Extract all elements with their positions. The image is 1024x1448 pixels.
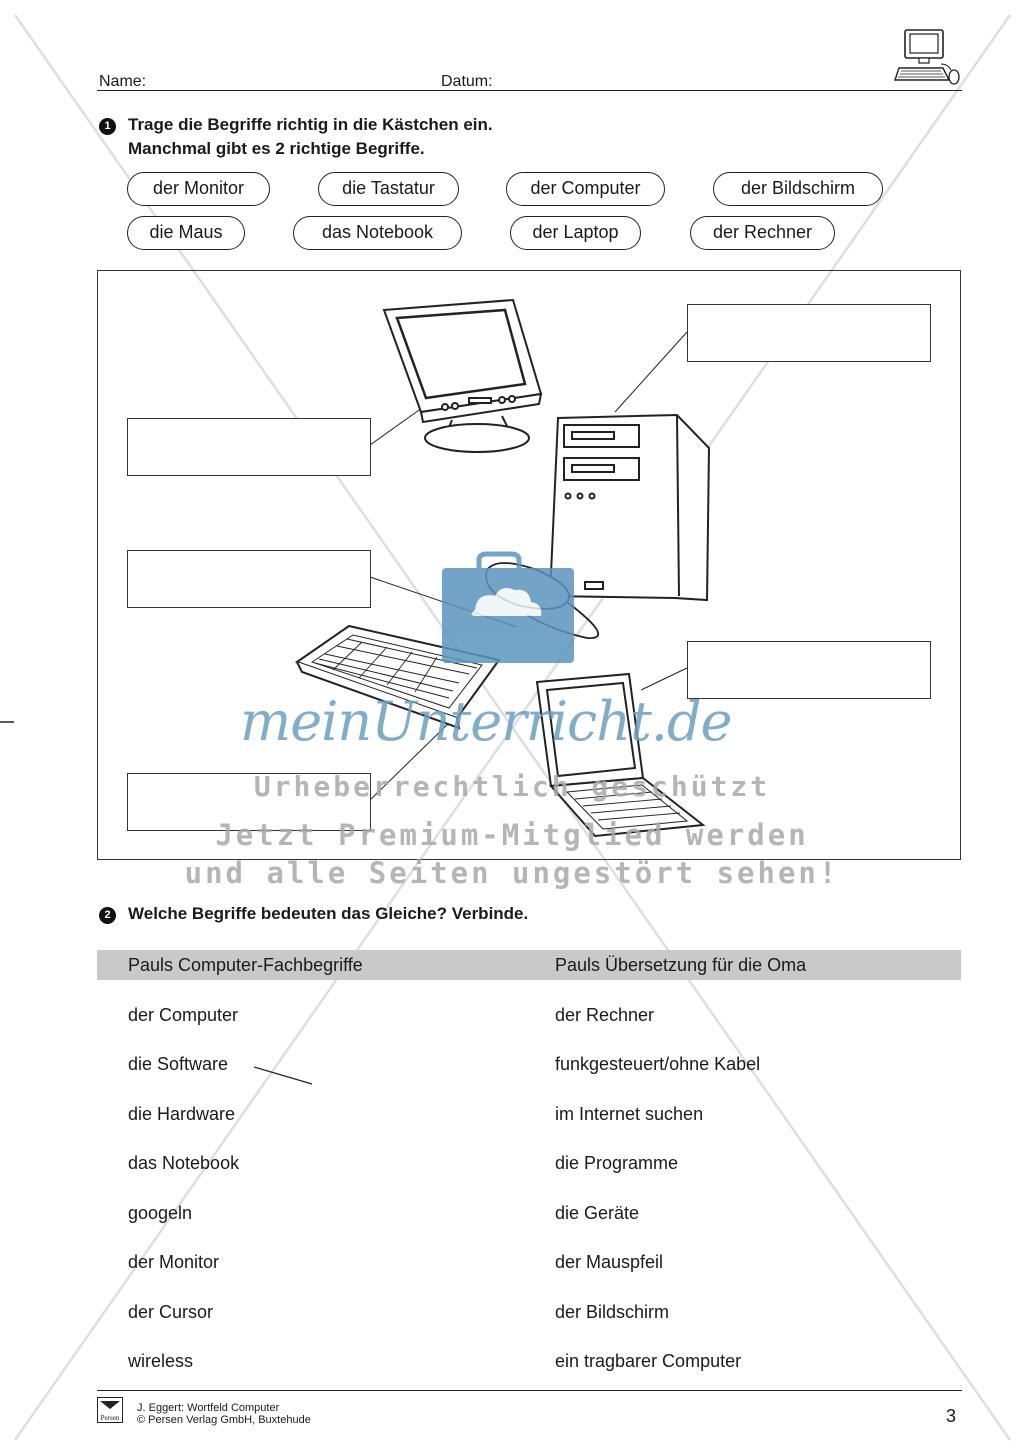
header-rule xyxy=(97,90,962,91)
publisher-logo: Persen xyxy=(97,1397,123,1423)
answer-box-monitor[interactable] xyxy=(127,418,371,476)
monitor-icon xyxy=(384,300,541,452)
term-right: der Rechner xyxy=(555,1005,655,1025)
column-header-right: Pauls Übersetzung für die Oma xyxy=(555,955,807,975)
table-header xyxy=(97,950,961,980)
term-right: funkgesteuert/ohne Kabel xyxy=(555,1054,761,1074)
term-left: die Hardware xyxy=(128,1104,236,1124)
task1-number: 1 xyxy=(99,118,116,135)
term-left: der Monitor xyxy=(128,1252,220,1272)
term-pill: der Bildschirm xyxy=(713,172,883,206)
term-right: ein tragbarer Computer xyxy=(555,1351,742,1371)
term-right: die Geräte xyxy=(555,1203,640,1223)
task2-number: 2 xyxy=(99,907,116,924)
page-number: 3 xyxy=(946,1406,957,1426)
term-left: die Software xyxy=(128,1054,229,1074)
watermark-brand: meinUnterricht.de xyxy=(240,690,732,753)
term-left: der Cursor xyxy=(128,1302,214,1322)
term-pill: die Maus xyxy=(127,216,245,250)
footer-author: J. Eggert: Wortfeld Computer xyxy=(137,1402,280,1414)
term-pill: der Laptop xyxy=(510,216,641,250)
footer-copyright: © Persen Verlag GmbH, Buxtehude xyxy=(137,1414,311,1426)
term-pill: der Computer xyxy=(506,172,665,206)
term-right: die Programme xyxy=(555,1153,679,1173)
watermark-line3: und alle Seiten ungestört sehen! xyxy=(184,856,840,890)
answer-box-mouse[interactable] xyxy=(127,550,371,608)
term-right: der Mauspfeil xyxy=(555,1252,664,1272)
term-pill: der Rechner xyxy=(690,216,835,250)
footer-rule xyxy=(97,1390,962,1391)
watermark-line1: Urheberrechtlich geschützt xyxy=(253,770,771,803)
term-right: der Bildschirm xyxy=(555,1302,670,1322)
column-header-left: Pauls Computer-Fachbegriffe xyxy=(128,955,363,975)
term-pill: die Tastatur xyxy=(318,172,459,206)
watermark-line2: Jetzt Premium-Mitglied werden xyxy=(215,818,809,852)
computer-icon xyxy=(893,28,963,88)
term-left: das Notebook xyxy=(128,1153,240,1173)
name-label: Name: xyxy=(99,73,147,90)
task2-heading: 2 Welche Begriffe bedeuten das Gleiche? Verbinde. xyxy=(99,902,528,926)
briefcase-watermark-icon xyxy=(442,554,574,663)
term-left: wireless xyxy=(128,1351,194,1371)
term-right: im Internet suchen xyxy=(555,1104,704,1124)
term-left: googeln xyxy=(128,1203,193,1223)
term-pill: der Monitor xyxy=(127,172,270,206)
task1-line1: 1 Trage die Begriffe richtig in die Kästchen ein. xyxy=(99,113,493,137)
logo-mark-icon xyxy=(98,1399,122,1415)
term-left: der Computer xyxy=(128,1005,239,1025)
term-pill: das Notebook xyxy=(293,216,462,250)
task1-line2: Manchmal gibt es 2 richtige Begriffe. xyxy=(128,139,425,158)
answer-box-tower[interactable] xyxy=(687,304,931,362)
example-connector-line xyxy=(250,1062,320,1092)
date-label: Datum: xyxy=(441,73,493,90)
